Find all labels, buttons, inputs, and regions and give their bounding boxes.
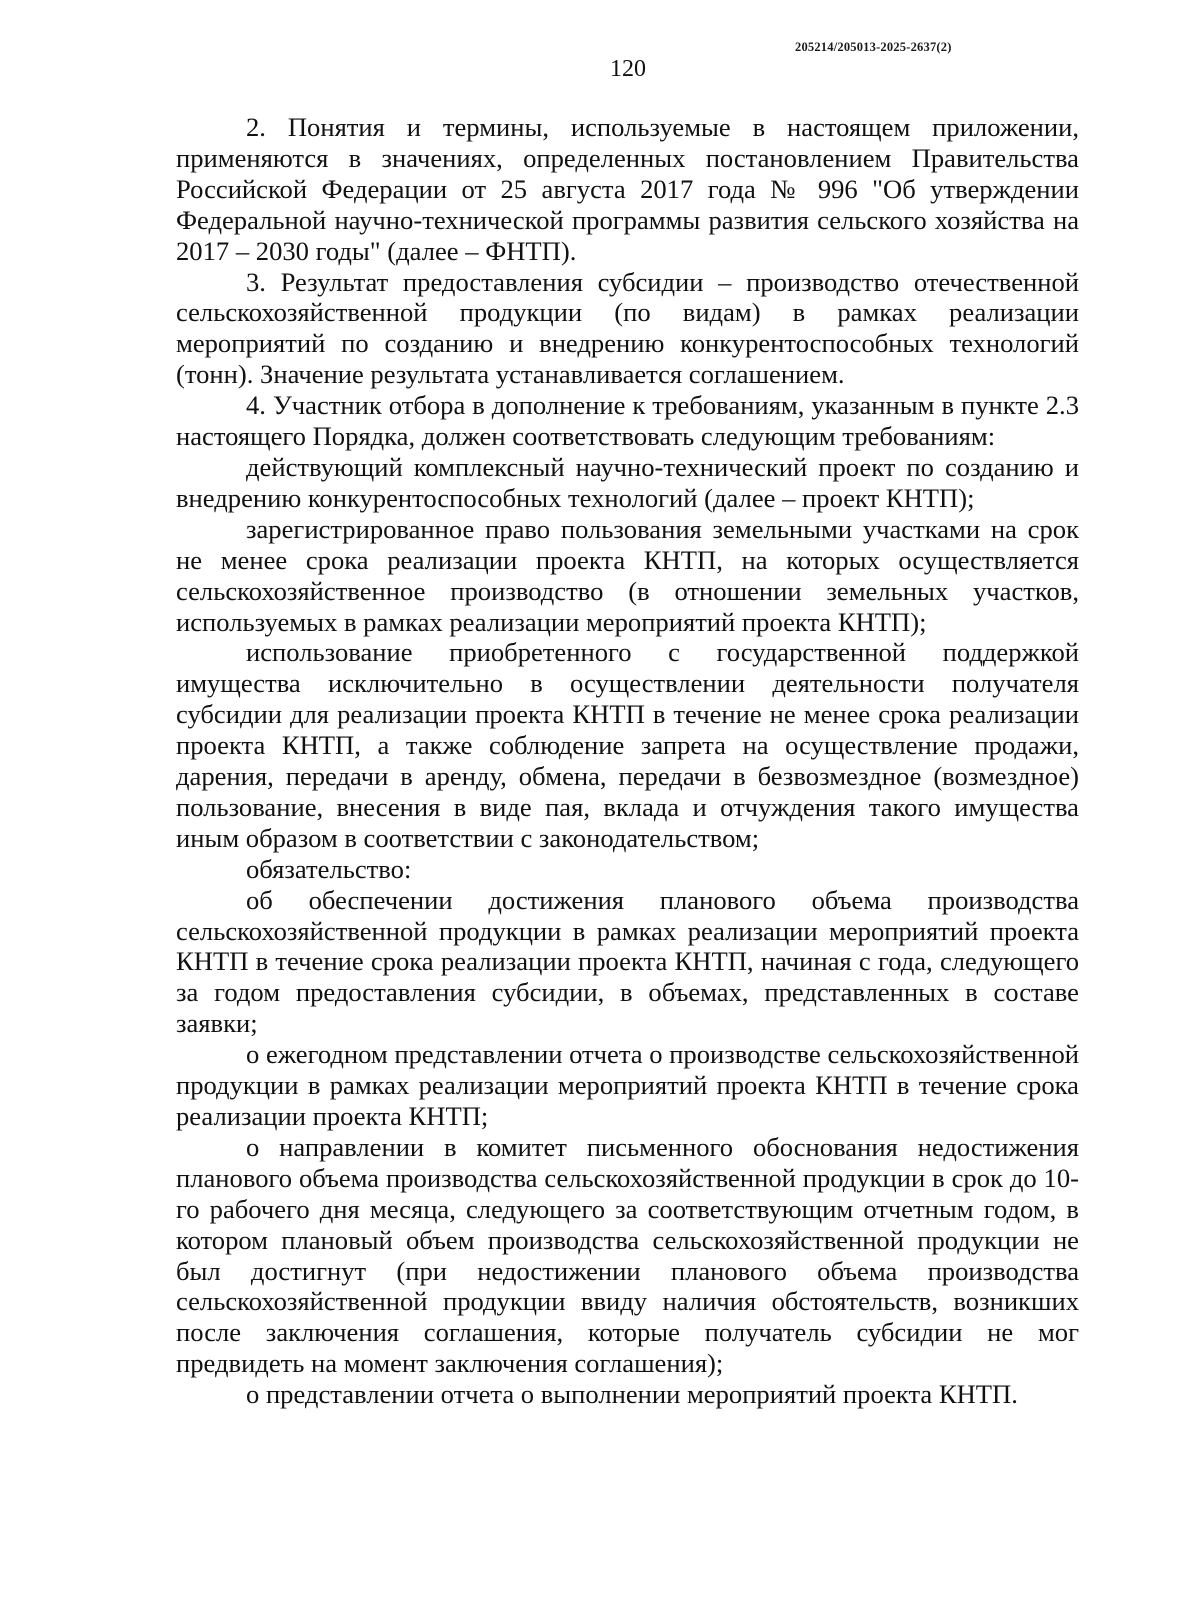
paragraph-concepts-terms: 2. Понятия и термины, используемые в настоящем приложении, применяются в значениях, определенных постановлением Правительства Российской Федерации от 25 августа 2017 года № 996 "Об утверждении Федеральной научно-технической программы развития сельского хозяйства на 2017 – 2030 годы" (далее – ФНТП). (176, 112, 1079, 266)
requirement-land-use-right: зарегистрированное право пользования земельными участками на срок не менее срока реализации проекта КНТП, на которых осуществляется сельскохозяйственное производство (в отношении земельных участков, используемых в рамках реализации мероприятий проекта КНТП); (176, 513, 1079, 637)
requirement-property-use: использование приобретенного с государственной поддержкой имущества исключительно в осуществлении деятельности получателя субсидии для реализации проекта КНТП в течение не менее срока реализации проекта КНТП, а также соблюдение запрета на осуществление продажи, дарения, передачи в аренду, обмена, передачи в безвозмездное (возмездное) пользование, внесения в виде пая, вклада и отчуждения такого имущества иным образом в соответствии с законодательством; (176, 637, 1079, 853)
obligation-activities-report: о представлении отчета о выполнении мероприятий проекта КНТП. (246, 1379, 1018, 1410)
paragraph-participant-requirements: 4. Участник отбора в дополнение к требованиям, указанным в пункте 2.3 настоящего Порядка, должен соответствовать следующим требованиям: (176, 390, 1079, 452)
page-number: 120 (610, 56, 646, 82)
document-registration-number: 205214/205013-2025-2637(2) (795, 40, 952, 54)
obligation-justification: о направлении в комитет письменного обоснования недостижения планового объема производства сельскохозяйственной продукции в срок до 10-го рабочего дня месяца, следующего за соответствующим отчетным годом, в котором плановый объем производства сельскохозяйственной продукции не был достигнут (при недостижении планового объема производства сельскохозяйственной продукции ввиду наличия обстоятельств, возникших после заключения соглашения, которые получатель субсидии не мог предвидеть на момент заключения соглашения); (176, 1131, 1079, 1379)
obligation-production-volume: об обеспечении достижения планового объема производства сельскохозяйственной продукции в рамках реализации мероприятий проекта КНТП в течение срока реализации проекта КНТП, начиная с года, следующего за годом предоставления субсидии, в объемах, представленных в составе заявки; (176, 884, 1079, 1039)
obligation-heading: обязательство: (246, 853, 412, 884)
document-body (176, 112, 1079, 1410)
requirement-active-project: действующий комплексный научно-технический проект по созданию и внедрению конкурентоспособных технологий (далее – проект КНТП); (176, 451, 1079, 513)
paragraph-subsidy-result: 3. Результат предоставления субсидии – производство отечественной сельскохозяйственной продукции (по видам) в рамках реализации мероприятий по созданию и внедрению конкурентоспособных технологий (тонн). Значение результата устанавливается соглашением. (176, 266, 1079, 390)
obligation-annual-report: о ежегодном представлении отчета о производстве сельскохозяйственной продукции в рамках реализации мероприятий проекта КНТП в течение срока реализации проекта КНТП; (176, 1039, 1079, 1131)
